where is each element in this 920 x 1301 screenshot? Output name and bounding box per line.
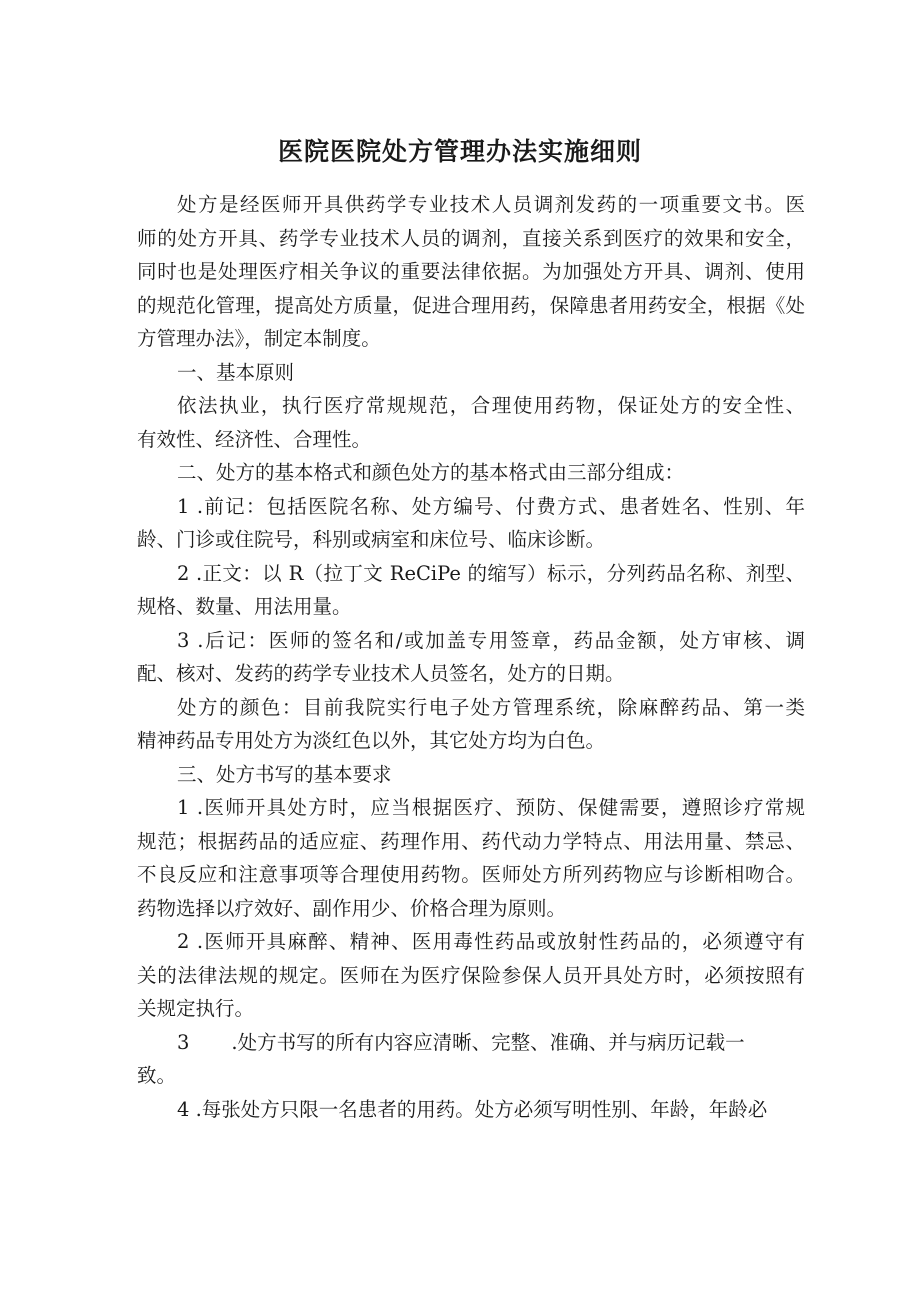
text-line: 的规范化管理，提高处方质量，促进合理用药，保障患者用药安全，根据《处 [137, 293, 805, 317]
text-line: 处方是经医师开具供药学专业技术人员调剂发药的一项重要文书。医 [177, 193, 805, 216]
section-heading-3 [137, 758, 805, 792]
text-line: 药物选择以疗效好、副作用少、价格合理为原则。 [137, 896, 567, 920]
paragraph-req-1 [137, 791, 805, 925]
text-line [137, 1026, 805, 1060]
section-heading: 二、处方的基本格式和颜色处方的基本格式由三部分组成： [177, 461, 685, 484]
paragraph-color [137, 691, 805, 758]
section-heading-1 [137, 356, 805, 390]
paragraph-intro [137, 188, 805, 356]
text-line: 同时也是处理医疗相关争议的重要法律依据。为加强处方开具、调剂、使用 [137, 260, 805, 283]
text-line: 龄、门诊或住院号，科别或病室和床位号、临床诊断。 [137, 528, 606, 551]
paragraph-req-3 [137, 1026, 805, 1093]
text-line: 精神药品专用处方为淡红色以外，其它处方均为白色。 [137, 729, 606, 752]
item-text: .处方书写的所有内容应清晰、完整、准确、并与病历记载一 [231, 1030, 745, 1054]
paragraph-principle [137, 389, 805, 456]
text-line: 3 .后记：医师的签名和/或加盖专用签章，药品金额，处方审核、调 [177, 628, 805, 652]
text-line: 师的处方开具、药学专业技术人员的调剂，直接关系到医疗的效果和安全， [137, 226, 805, 250]
paragraph-format-3 [137, 624, 805, 691]
document-title: 医院医院处方管理办法实施细则 [277, 137, 642, 166]
text-line: 有效性、经济性、合理性。 [137, 427, 372, 451]
text-line: 2 .正文：以 R（拉丁文 ReCiPe 的缩写）标示，分列药品名称、剂型、 [177, 561, 805, 585]
text-line: 配、核对、发药的药学专业技术人员签名，处方的日期。 [137, 662, 625, 685]
text-line: 依法执业，执行医疗常规规范，合理使用药物，保证处方的安全性、 [177, 394, 805, 417]
paragraph-format-2 [137, 557, 805, 624]
text-line: 致。 [137, 1064, 177, 1087]
text-line: 2 .医师开具麻醉、精神、医用毒性药品或放射性药品的，必须遵守有 [177, 930, 805, 953]
section-heading: 三、处方书写的基本要求 [177, 762, 392, 786]
text-line: 不良反应和注意事项等合理使用药物。医师处方所列药物应与诊断相吻合。 [137, 863, 805, 886]
paragraph-req-4 [137, 1093, 805, 1127]
document-body [137, 188, 805, 1126]
section-heading-2 [137, 456, 805, 490]
text-line: 4 .每张处方只限一名患者的用药。处方必须写明性别、年龄，年龄必 [177, 1097, 768, 1121]
item-number: 3 [177, 1030, 190, 1054]
text-line: 关的法律法规的规定。医师在为医疗保险参保人员开具处方时，必须按照有 [137, 963, 805, 987]
text-line: 处方的颜色：目前我院实行电子处方管理系统，除麻醉药品、第一类 [177, 695, 805, 719]
text-line: 规范；根据药品的适应症、药理作用、药代动力学特点、用法用量、禁忌、 [137, 829, 805, 853]
paragraph-req-2 [137, 925, 805, 1026]
section-heading: 一、基本原则 [177, 360, 295, 384]
text-line: 方管理办法》，制定本制度。 [137, 327, 381, 350]
text-line: 1 .前记：包括医院名称、处方编号、付费方式、患者姓名、性别、年 [177, 494, 805, 518]
text-line: 关规定执行。 [137, 997, 255, 1020]
paragraph-format-1 [137, 490, 805, 557]
text-line: 规格、数量、用法用量。 [137, 595, 352, 618]
text-line: 1 .医师开具处方时，应当根据医疗、预防、保健需要，遵照诊疗常规 [177, 796, 805, 819]
